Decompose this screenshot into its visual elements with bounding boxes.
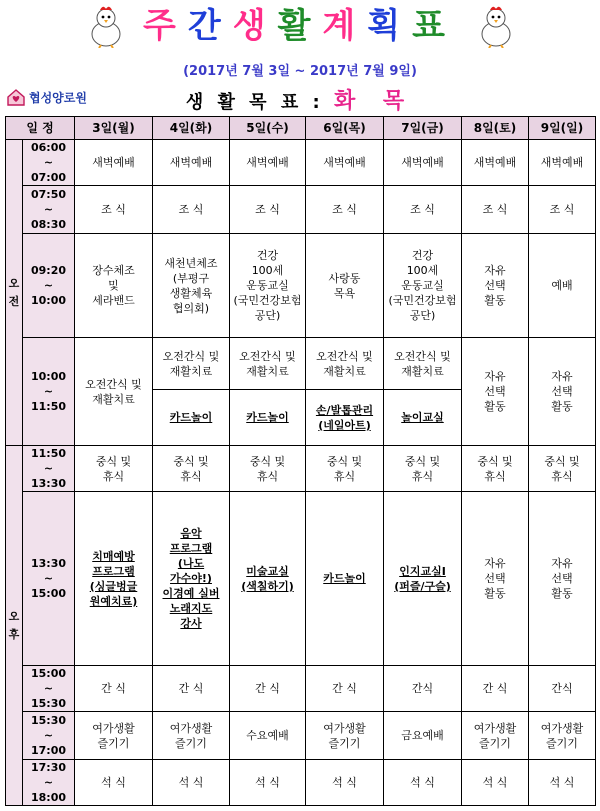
- schedule-cell: 치매예방 프로그램 (싱글벙글 원예치료): [75, 492, 153, 666]
- title-char: 계: [322, 6, 368, 46]
- schedule-cell: 음악 프로그램 (나도 가수야!) 이경예 실버 노래지도 강사: [153, 492, 230, 666]
- schedule-cell: 간 식: [306, 666, 384, 712]
- goal-value: 화 목: [333, 89, 415, 114]
- time-cell: 09:20 ~ 10:00: [23, 234, 75, 338]
- schedule-cell: 여가생활 즐기기: [462, 712, 529, 760]
- table-row: [6, 234, 596, 338]
- schedule-cell: 중식 및 휴식: [230, 446, 306, 492]
- table-row: [6, 492, 596, 666]
- schedule-cell: 오전간식 및 재활치료: [230, 338, 306, 390]
- schedule-cell: 오전간식 및 재활치료: [153, 338, 230, 390]
- schedule-cell: 오전간식 및 재활치료: [306, 338, 384, 390]
- schedule-cell: 간 식: [230, 666, 306, 712]
- schedule-cell: 석 식: [462, 760, 529, 806]
- title-char: 표: [412, 6, 457, 46]
- schedule-cell: 카드놀이: [306, 492, 384, 666]
- table-row: [6, 712, 596, 760]
- schedule-cell: 간 식: [153, 666, 230, 712]
- schedule-cell: 장수체조 및 세라밴드: [75, 234, 153, 338]
- schedule-table: [5, 116, 596, 806]
- goal-label: 생 활 목 표 :: [185, 92, 324, 113]
- title-char: 간: [187, 6, 233, 46]
- schedule-cell: 조 식: [462, 186, 529, 234]
- col-header-day: 6일(목): [306, 117, 384, 140]
- page-header: [0, 0, 600, 116]
- schedule-cell: 조 식: [230, 186, 306, 234]
- schedule-cell: 자유 선택 활동: [462, 492, 529, 666]
- schedule-cell: 건강 100세 운동교실 (국민건강보험 공단): [384, 234, 462, 338]
- table-header-row: [6, 117, 596, 140]
- schedule-cell: 새벽예배: [75, 140, 153, 186]
- time-cell: 11:50 ~ 13:30: [23, 446, 75, 492]
- schedule-cell: 금요예배: [384, 712, 462, 760]
- logo-text: 협성양로원: [29, 90, 87, 105]
- schedule-cell: 여가생활 즐기기: [529, 712, 596, 760]
- title-char: 활: [277, 6, 323, 46]
- page-title: [0, 4, 600, 48]
- schedule-cell: 조 식: [153, 186, 230, 234]
- col-header-day: 8일(토): [462, 117, 529, 140]
- col-header-day: 3일(월): [75, 117, 153, 140]
- col-header-day: 7일(금): [384, 117, 462, 140]
- schedule-cell: 석 식: [384, 760, 462, 806]
- time-cell: 15:00 ~ 15:30: [23, 666, 75, 712]
- schedule-cell: 석 식: [75, 760, 153, 806]
- title-char: 생: [232, 6, 278, 46]
- col-header-day: 5일(수): [230, 117, 306, 140]
- schedule-cell: 자유 선택 활동: [462, 234, 529, 338]
- schedule-cell: 여가생활 즐기기: [306, 712, 384, 760]
- table-row: [6, 338, 596, 390]
- schedule-cell: 여가생활 즐기기: [153, 712, 230, 760]
- col-header-day: 9일(일): [529, 117, 596, 140]
- schedule-cell: 미술교실 (색칠하기): [230, 492, 306, 666]
- time-cell: 06:00 ~ 07:00: [23, 140, 75, 186]
- schedule-cell: 새벽예배: [153, 140, 230, 186]
- schedule-cell: 손/발톱관리 (네일아트): [306, 390, 384, 446]
- schedule-cell: 조 식: [529, 186, 596, 234]
- period-morning: 오 전: [6, 140, 23, 446]
- schedule-cell: 중식 및 휴식: [384, 446, 462, 492]
- table-row: [6, 186, 596, 234]
- title-char: 획: [367, 6, 413, 46]
- col-header-schedule: 일 정: [6, 117, 75, 140]
- schedule-cell: 조 식: [384, 186, 462, 234]
- schedule-cell: 조 식: [75, 186, 153, 234]
- table-row: [6, 446, 596, 492]
- schedule-cell: 석 식: [230, 760, 306, 806]
- schedule-cell: 조 식: [306, 186, 384, 234]
- schedule-cell: 석 식: [153, 760, 230, 806]
- table-row: [6, 666, 596, 712]
- schedule-cell: 새천년체조 (부평구 생활체육 협의회): [153, 234, 230, 338]
- schedule-cell: 카드놀이: [230, 390, 306, 446]
- schedule-cell: 중식 및 휴식: [75, 446, 153, 492]
- col-header-day: 4일(화): [153, 117, 230, 140]
- schedule-cell: 놀이교실: [384, 390, 462, 446]
- schedule-cell: 중식 및 휴식: [153, 446, 230, 492]
- schedule-cell: 자유 선택 활동: [529, 338, 596, 446]
- schedule-cell: 자유 선택 활동: [462, 338, 529, 446]
- schedule-cell: 예배: [529, 234, 596, 338]
- time-cell: 13:30 ~ 15:00: [23, 492, 75, 666]
- schedule-cell: 석 식: [306, 760, 384, 806]
- schedule-cell: 새벽예배: [529, 140, 596, 186]
- schedule-cell: 새벽예배: [230, 140, 306, 186]
- schedule-cell: 새벽예배: [384, 140, 462, 186]
- schedule-cell: 건강 100세 운동교실 (국민건강보험 공단): [230, 234, 306, 338]
- schedule-cell: 새벽예배: [306, 140, 384, 186]
- schedule-cell: 인지교실Ⅰ (퍼즐/구슬): [384, 492, 462, 666]
- schedule-cell: 간식: [384, 666, 462, 712]
- schedule-cell: 카드놀이: [153, 390, 230, 446]
- life-goal: [150, 84, 450, 115]
- table-row: [6, 760, 596, 806]
- schedule-cell: 중식 및 휴식: [529, 446, 596, 492]
- schedule-cell: 자유 선택 활동: [529, 492, 596, 666]
- title-char: 주: [142, 6, 188, 46]
- time-cell: 10:00 ~ 11:50: [23, 338, 75, 446]
- schedule-cell: 여가생활 즐기기: [75, 712, 153, 760]
- schedule-cell: 중식 및 휴식: [462, 446, 529, 492]
- schedule-cell: 수요예배: [230, 712, 306, 760]
- schedule-cell: 석 식: [529, 760, 596, 806]
- schedule-cell: 오전간식 및 재활치료: [384, 338, 462, 390]
- date-range: (2017년 7월 3일 ~ 2017년 7월 9일): [183, 64, 417, 79]
- schedule-cell: 사랑동 목욕: [306, 234, 384, 338]
- time-cell: 07:50 ~ 08:30: [23, 186, 75, 234]
- schedule-cell: 간식: [529, 666, 596, 712]
- time-cell: 15:30 ~ 17:00: [23, 712, 75, 760]
- schedule-cell: 새벽예배: [462, 140, 529, 186]
- schedule-cell: 오전간식 및 재활치료: [75, 338, 153, 446]
- period-afternoon: 오 후: [6, 446, 23, 806]
- house-logo-icon: [6, 88, 26, 106]
- schedule-cell: 중식 및 휴식: [306, 446, 384, 492]
- logo: [6, 88, 87, 106]
- table-row: [6, 140, 596, 186]
- schedule-cell: 간 식: [75, 666, 153, 712]
- time-cell: 17:30 ~ 18:00: [23, 760, 75, 806]
- schedule-cell: 간 식: [462, 666, 529, 712]
